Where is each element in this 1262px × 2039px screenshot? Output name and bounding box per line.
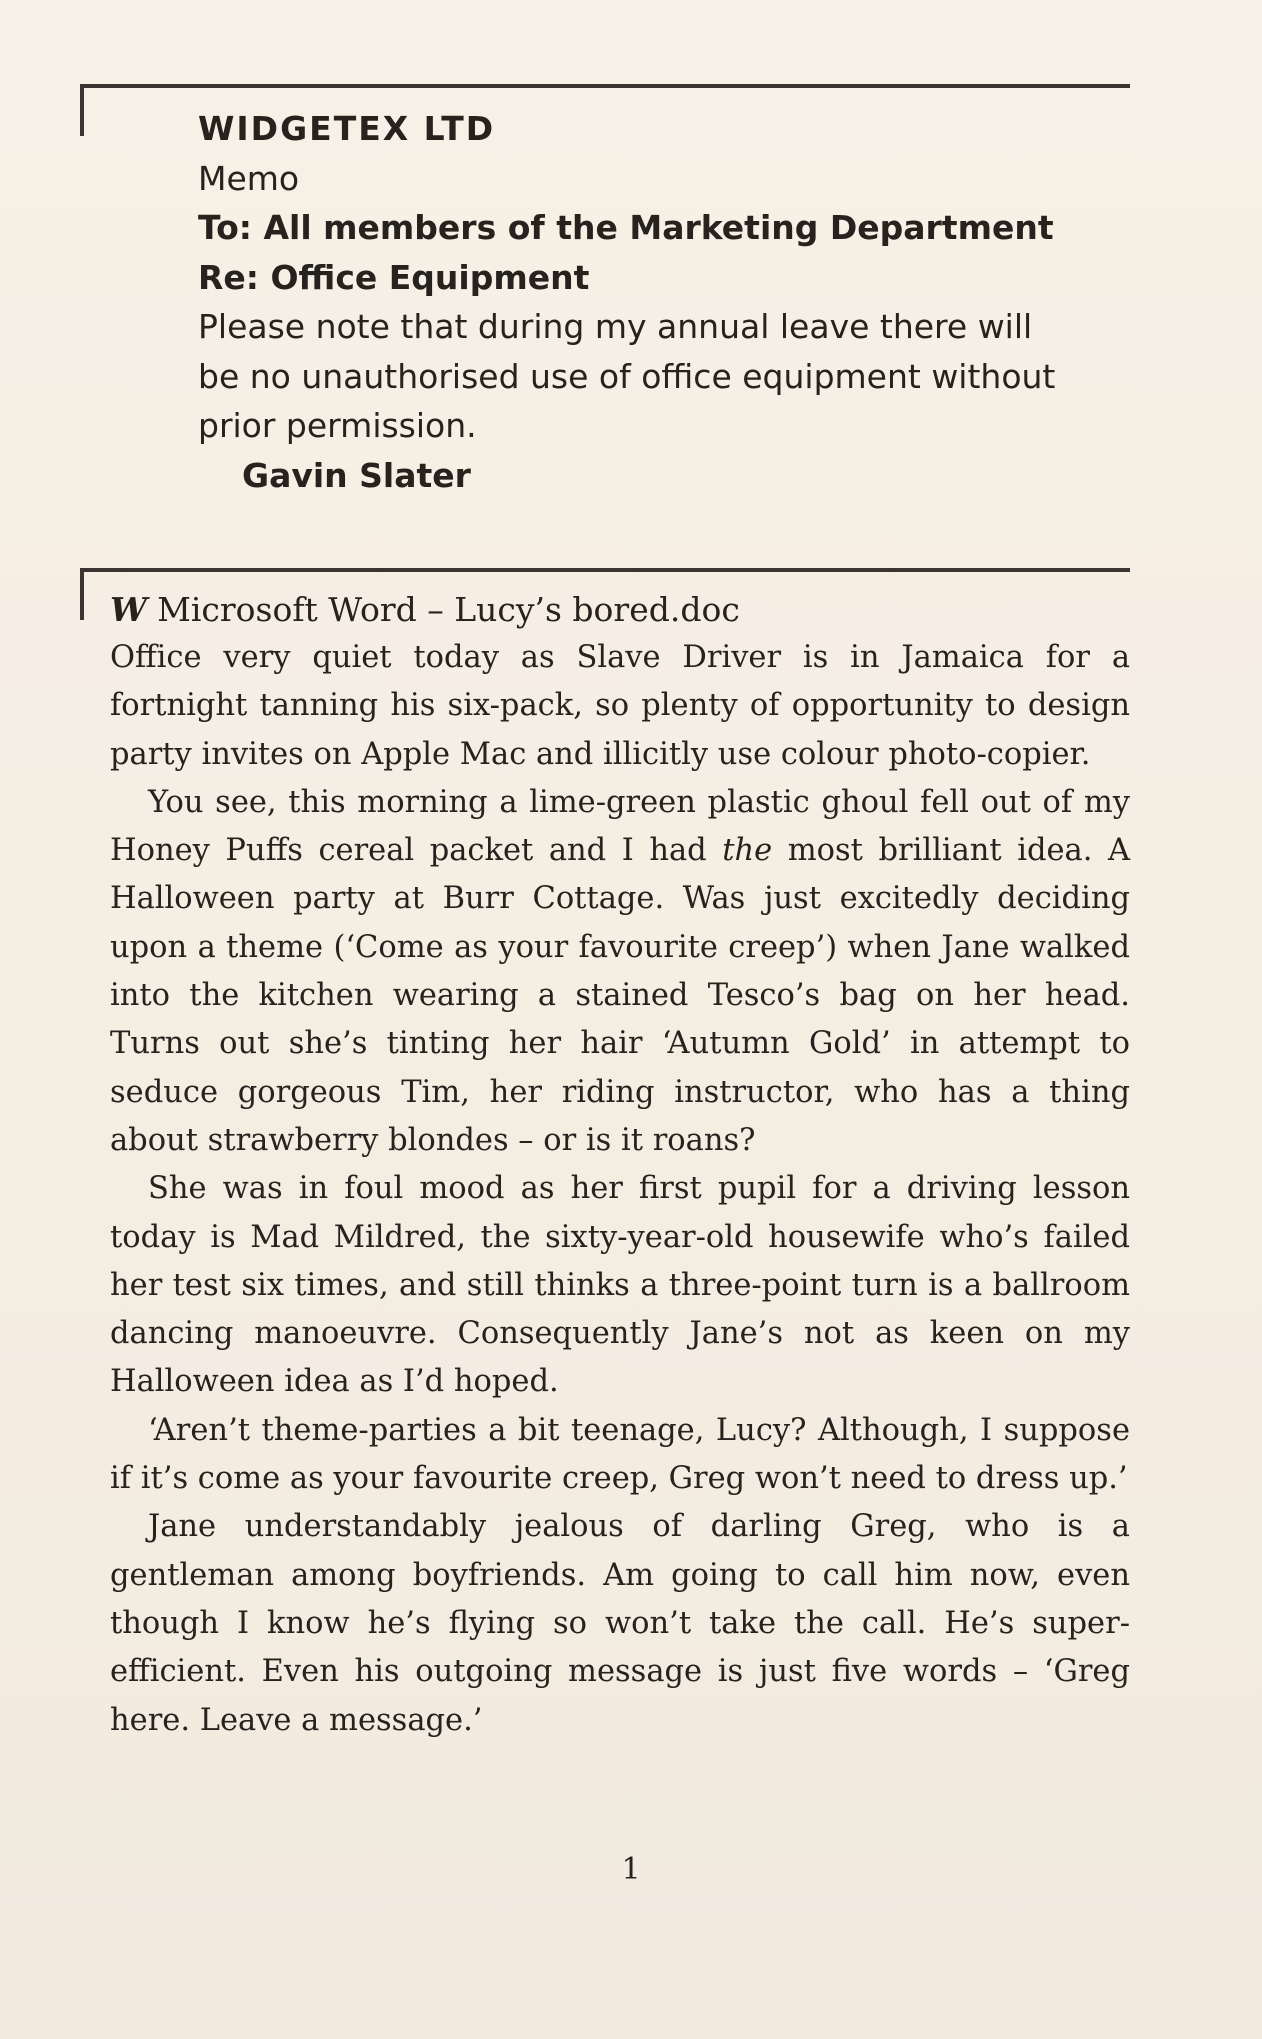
word-app-icon: W [110, 590, 148, 629]
paragraph-2-rest: most brilliant idea. A Halloween party at Burr Cottage. Was just excitedly deciding upon a theme (‘Come as your favourite creep’) when Jane walked into the kitchen wearing a stained Tesco’s bag on her head. Turns out she’s tinting her hair ‘Autumn Gold’ in attempt to seduce gorgeous Tim, her riding instructor, who has a thing about strawberry blondes – or is it roans? [110, 833, 1131, 1158]
memo-left-tick [80, 84, 84, 136]
doc-top-rule [80, 568, 1130, 572]
memo-recipient-line: To: All members of the Marketing Department [198, 208, 1054, 247]
memo-body: Please note that during my annual leave there will be no unauthorised use of office equipment without prior permission. [198, 307, 1056, 445]
paragraph-2 [110, 779, 1130, 1165]
paragraph-2-start: You see, this morning a lime-green plastic ghoul fell out of my Honey Puffs cereal packet and I had [110, 784, 1130, 869]
memo-signature: Gavin Slater [242, 455, 471, 495]
paragraph-4: ‘Aren’t theme-parties a bit teenage, Lucy? Although, I suppose if it’s come as your favourite creep, Greg won’t need to dress up.’ [110, 1412, 1130, 1497]
memo-block [198, 104, 1138, 500]
doc-left-tick [80, 568, 84, 620]
paragraph-2-emphasis: the [722, 833, 773, 869]
memo-subject-line: Re: Office Equipment [198, 257, 590, 297]
memo-top-rule [80, 84, 1130, 88]
paragraph-5: Jane understandably jealous of darling Greg, who is a gentleman among boyfriends. Am going to call him now, even though I know he’s flying so won’t take the call. He’s super-efficient. Even his outgoing message is just five words – ‘Greg here. Leave a message.’ [110, 1509, 1130, 1738]
document-block [110, 586, 1130, 1745]
memo-company-name: WIDGETEX LTD [198, 109, 496, 148]
memo-type-label: Memo [198, 158, 300, 198]
document-title: Microsoft Word – Lucy’s bored.doc [157, 590, 740, 629]
page-number: 1 [621, 1852, 641, 1887]
paragraph-1: Office very quiet today as Slave Driver is in Jamaica for a fortnight tanning his six-pack, so plenty of opportunity to design party invites on Apple Mac and illicitly use colour photo-copier. [110, 640, 1130, 772]
paragraph-3: She was in foul mood as her first pupil for a driving lesson today is Mad Mildred, the sixty-year-old housewife who’s failed her test six times, and still thinks a three-point turn is a ballroom dancing manoeuvre. Consequently Jane’s not as keen on my Halloween idea as I’d hoped. [110, 1171, 1130, 1400]
document-title-bar [110, 586, 1130, 634]
